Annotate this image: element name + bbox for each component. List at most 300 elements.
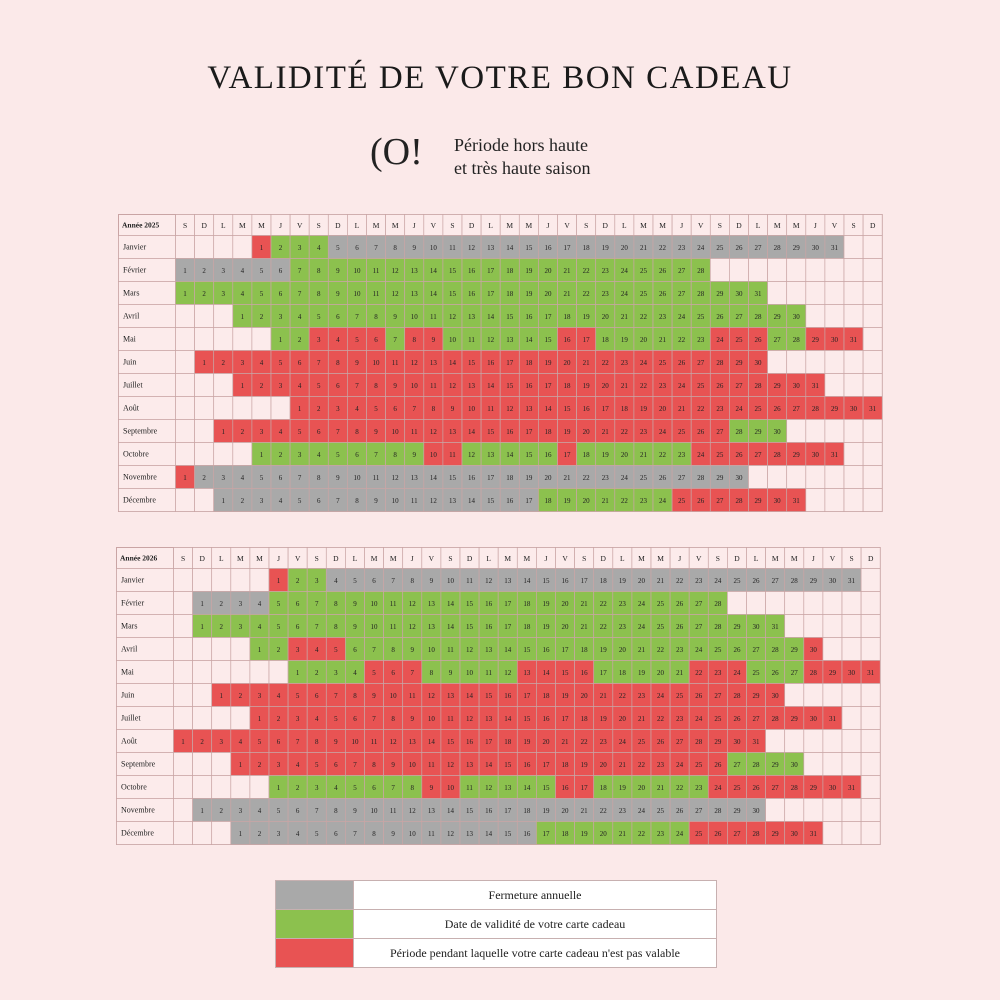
day-number: 4 (278, 428, 283, 436)
day-number: 19 (542, 807, 550, 815)
day-number: 9 (353, 807, 357, 815)
day-number: 30 (848, 669, 856, 677)
day-number: 27 (790, 669, 798, 677)
day-number: 25 (735, 336, 743, 344)
day-number: 17 (544, 382, 552, 390)
day-number: 1 (257, 715, 262, 723)
day-number: 18 (618, 669, 626, 677)
day-number: 5 (276, 623, 281, 631)
day-number: 19 (601, 244, 609, 252)
day-cell (193, 684, 212, 707)
day-number: 27 (716, 497, 724, 505)
month-label: Juin (121, 690, 135, 700)
legend-label-closure: Fermeture annuelle (354, 881, 716, 909)
day-number: 15 (448, 290, 456, 298)
day-cell (823, 799, 842, 822)
day-header: S (182, 221, 188, 230)
day-number: 6 (295, 807, 300, 815)
day-number: 31 (828, 715, 836, 723)
day-number: 14 (446, 807, 454, 815)
day-number: 22 (601, 359, 609, 367)
day-number: 14 (446, 600, 454, 608)
day-number: 30 (735, 474, 743, 482)
day-number: 18 (523, 600, 531, 608)
day-number: 3 (295, 715, 300, 723)
day-number: 28 (714, 623, 722, 631)
day-number: 12 (504, 669, 512, 677)
day-number: 24 (637, 600, 645, 608)
day-number: 3 (297, 244, 302, 252)
day-number: 29 (735, 359, 743, 367)
day-number: 15 (468, 359, 476, 367)
day-number: 19 (618, 784, 626, 792)
day-number: 8 (391, 646, 395, 654)
day-cell (825, 351, 844, 374)
day-number: 10 (353, 474, 361, 482)
day-header: V (564, 221, 570, 230)
day-number: 19 (525, 290, 533, 298)
day-number: 22 (659, 244, 667, 252)
day-cell (825, 259, 844, 282)
day-number: 6 (391, 669, 395, 677)
day-number: 4 (355, 405, 359, 413)
day-cell (252, 397, 271, 420)
day-number: 8 (393, 244, 397, 252)
day-number: 29 (830, 405, 838, 413)
day-number: 6 (372, 784, 376, 792)
day-header: M (523, 554, 531, 563)
day-number: 26 (659, 474, 667, 482)
day-number: 11 (429, 382, 437, 390)
day-number: 16 (542, 715, 550, 723)
day-header: S (316, 221, 321, 230)
day-number: 18 (504, 738, 512, 746)
day-number: 20 (601, 313, 609, 321)
day-cell (174, 569, 193, 592)
day-number: 21 (580, 807, 588, 815)
day-number: 8 (393, 451, 397, 459)
day-number: 7 (374, 451, 378, 459)
day-number: 6 (336, 382, 340, 390)
legend-swatch-green (276, 910, 354, 938)
day-number: 10 (466, 669, 474, 677)
day-number: 29 (809, 577, 817, 585)
day-number: 25 (678, 428, 686, 436)
month-label: Août (121, 736, 137, 746)
day-header: J (544, 554, 548, 563)
day-number: 14 (487, 313, 495, 321)
day-number: 13 (504, 577, 512, 585)
day-number: 18 (582, 244, 590, 252)
day-number: 18 (580, 646, 588, 654)
day-number: 23 (620, 359, 628, 367)
day-number: 30 (733, 738, 741, 746)
day-number: 8 (334, 623, 338, 631)
day-number: 5 (315, 761, 319, 769)
day-cell (806, 351, 825, 374)
day-cell (861, 730, 880, 753)
day-number: 17 (582, 336, 590, 344)
day-number: 21 (637, 715, 645, 723)
day-number: 7 (355, 382, 359, 390)
day-number: 12 (485, 577, 493, 585)
day-number: 9 (448, 669, 453, 677)
day-cell (193, 822, 212, 845)
day-number: 8 (372, 761, 376, 769)
day-number: 14 (544, 405, 552, 413)
day-number: 17 (485, 738, 493, 746)
day-number: 7 (374, 244, 378, 252)
day-number: 17 (542, 761, 550, 769)
day-number: 30 (790, 830, 798, 838)
day-number: 2 (221, 359, 225, 367)
day-number: 10 (410, 382, 418, 390)
day-number: 15 (448, 267, 456, 275)
day-number: 26 (676, 623, 684, 631)
day-number: 7 (297, 267, 302, 275)
day-cell (214, 305, 233, 328)
day-cell (825, 305, 844, 328)
day-number: 23 (659, 313, 667, 321)
day-cell (825, 466, 844, 489)
legend-row-invalid (276, 939, 716, 967)
day-number: 8 (355, 428, 359, 436)
day-number: 31 (771, 623, 779, 631)
day-number: 4 (240, 267, 245, 275)
day-cell (806, 489, 825, 512)
day-header: D (602, 221, 608, 230)
day-number: 23 (639, 497, 647, 505)
day-header: S (849, 554, 854, 563)
legend-swatch-red (276, 939, 354, 967)
day-number: 10 (468, 405, 476, 413)
day-number: 29 (754, 497, 762, 505)
day-number: 14 (523, 784, 531, 792)
day-number: 28 (716, 359, 724, 367)
day-number: 2 (257, 830, 262, 838)
day-number: 15 (485, 692, 493, 700)
day-number: 7 (353, 830, 357, 838)
day-cell (214, 374, 233, 397)
day-number: 28 (733, 692, 741, 700)
day-number: 14 (466, 692, 474, 700)
day-number: 26 (676, 807, 684, 815)
day-number: 17 (599, 669, 607, 677)
day-cell (785, 684, 804, 707)
day-cell (844, 259, 863, 282)
day-number: 13 (468, 382, 476, 390)
day-number: 6 (317, 428, 321, 436)
day-header: M (790, 554, 798, 563)
day-number: 3 (276, 830, 281, 838)
day-cell (825, 420, 844, 443)
day-number: 3 (317, 336, 321, 344)
day-number: 10 (391, 428, 399, 436)
day-number: 7 (336, 497, 340, 505)
day-cell (787, 351, 806, 374)
day-number: 24 (637, 623, 645, 631)
day-cell (193, 707, 212, 730)
day-number: 12 (487, 336, 495, 344)
day-number: 24 (716, 336, 724, 344)
day-number: 3 (295, 646, 300, 654)
day-cell (844, 443, 863, 466)
month-label: Juillet (123, 380, 143, 390)
day-number: 28 (811, 405, 819, 413)
day-cell (806, 466, 825, 489)
day-number: 7 (412, 405, 416, 413)
day-cell (787, 259, 806, 282)
day-number: 24 (695, 646, 703, 654)
day-number: 12 (408, 623, 416, 631)
day-number: 18 (561, 761, 569, 769)
day-number: 28 (697, 290, 705, 298)
day-number: 15 (504, 830, 512, 838)
day-number: 9 (372, 692, 376, 700)
day-number: 13 (410, 267, 418, 275)
day-number: 14 (506, 244, 514, 252)
day-cell (804, 615, 823, 638)
day-number: 15 (542, 577, 550, 585)
day-number: 11 (389, 807, 397, 815)
day-number: 12 (389, 738, 397, 746)
day-number: 4 (257, 600, 262, 608)
day-number: 21 (657, 577, 665, 585)
day-number: 24 (659, 428, 667, 436)
day-header: D (468, 221, 475, 230)
day-cell (233, 443, 252, 466)
day-header: J (277, 554, 281, 563)
day-cell (195, 305, 214, 328)
day-number: 27 (716, 428, 724, 436)
day-number: 16 (561, 784, 569, 792)
day-number: 9 (355, 359, 359, 367)
day-number: 31 (867, 669, 875, 677)
month-label: Mai (121, 667, 134, 677)
day-number: 11 (449, 244, 456, 252)
day-number: 11 (447, 715, 454, 723)
day-number: 22 (582, 474, 590, 482)
day-number: 11 (487, 405, 495, 413)
day-number: 26 (771, 669, 779, 677)
day-cell (842, 730, 861, 753)
day-number: 22 (620, 497, 628, 505)
day-number: 15 (544, 336, 552, 344)
day-number: 23 (599, 738, 607, 746)
day-number: 8 (355, 497, 359, 505)
day-number: 31 (869, 405, 877, 413)
day-number: 19 (639, 405, 647, 413)
day-number: 18 (542, 692, 550, 700)
month-label: Avril (123, 311, 140, 321)
day-number: 3 (315, 784, 319, 792)
day-cell (174, 822, 193, 845)
day-number: 26 (659, 267, 667, 275)
day-number: 18 (506, 290, 514, 298)
day-cell (863, 351, 882, 374)
day-number: 7 (353, 761, 357, 769)
day-number: 2 (219, 623, 223, 631)
day-number: 17 (601, 405, 609, 413)
day-number: 20 (639, 336, 647, 344)
day-number: 4 (297, 313, 302, 321)
day-cell (729, 259, 748, 282)
day-header: L (753, 554, 759, 563)
day-number: 25 (676, 692, 684, 700)
day-number: 23 (697, 336, 705, 344)
day-number: 23 (676, 646, 684, 654)
day-number: 19 (582, 382, 590, 390)
day-number: 27 (695, 807, 703, 815)
day-number: 6 (334, 761, 338, 769)
day-number: 19 (599, 646, 607, 654)
day-cell (804, 684, 823, 707)
day-cell (231, 661, 250, 684)
day-number: 10 (372, 359, 380, 367)
day-number: 25 (716, 451, 724, 459)
day-number: 20 (599, 830, 607, 838)
day-number: 4 (334, 784, 338, 792)
day-header: L (620, 554, 625, 563)
day-number: 28 (773, 244, 781, 252)
day-number: 15 (525, 451, 533, 459)
day-number: 1 (219, 692, 223, 700)
day-cell (193, 569, 212, 592)
day-number: 10 (410, 313, 418, 321)
day-number: 20 (659, 405, 667, 413)
day-cell (842, 615, 861, 638)
day-number: 16 (485, 600, 493, 608)
day-cell (195, 236, 214, 259)
day-number: 22 (637, 761, 645, 769)
day-cell (785, 799, 804, 822)
day-header: L (622, 221, 627, 230)
day-number: 4 (317, 244, 321, 252)
day-number: 5 (295, 692, 300, 700)
day-number: 20 (618, 715, 626, 723)
month-label: Décembre (121, 828, 154, 838)
day-header: M (792, 221, 800, 230)
day-number: 27 (697, 359, 705, 367)
day-number: 17 (504, 807, 512, 815)
day-number: 20 (561, 623, 569, 631)
day-number: 30 (735, 290, 743, 298)
month-label: Août (123, 403, 139, 413)
day-number: 12 (429, 497, 437, 505)
day-number: 15 (506, 382, 514, 390)
day-number: 16 (544, 244, 552, 252)
day-number: 1 (221, 428, 225, 436)
month-label: Janvier (121, 575, 145, 585)
day-number: 28 (771, 715, 779, 723)
day-number: 12 (468, 451, 476, 459)
day-header: D (199, 554, 205, 563)
day-number: 11 (427, 830, 435, 838)
legend-label-valid: Date de validité de votre carte cadeau (354, 910, 716, 938)
day-cell (231, 638, 250, 661)
day-number: 19 (582, 313, 590, 321)
day-number: 25 (657, 807, 665, 815)
day-number: 13 (485, 646, 493, 654)
day-cell (861, 776, 880, 799)
day-number: 8 (336, 359, 340, 367)
year-label: Année 2026 (120, 553, 158, 563)
day-number: 28 (754, 313, 762, 321)
day-cell (861, 592, 880, 615)
day-cell (174, 592, 193, 615)
day-number: 2 (317, 405, 321, 413)
day-number: 28 (714, 600, 722, 608)
day-number: 14 (448, 359, 456, 367)
day-number: 7 (391, 784, 395, 792)
day-cell (861, 707, 880, 730)
day-cell (214, 236, 233, 259)
day-number: 15 (506, 313, 514, 321)
day-cell (250, 776, 269, 799)
day-number: 9 (410, 646, 414, 654)
day-header: J (279, 221, 283, 230)
day-number: 26 (695, 692, 703, 700)
day-number: 21 (563, 474, 571, 482)
day-header: M (638, 554, 645, 563)
day-header: M (525, 221, 533, 230)
day-cell (844, 466, 863, 489)
day-number: 24 (697, 244, 705, 252)
day-cell (174, 638, 193, 661)
day-number: 6 (297, 359, 302, 367)
day-number: 27 (752, 715, 760, 723)
day-number: 13 (410, 290, 418, 298)
day-cell (825, 489, 844, 512)
day-number: 27 (735, 313, 743, 321)
day-cell (195, 489, 214, 512)
day-number: 4 (334, 577, 338, 585)
day-header: D (736, 221, 742, 230)
day-cell (863, 236, 882, 259)
day-number: 9 (429, 784, 434, 792)
month-label: Octobre (123, 449, 149, 459)
day-number: 23 (678, 244, 686, 252)
day-number: 27 (676, 738, 684, 746)
day-number: 26 (697, 497, 705, 505)
day-header: D (201, 221, 207, 230)
day-number: 20 (544, 474, 552, 482)
day-number: 19 (542, 600, 550, 608)
day-number: 16 (523, 761, 531, 769)
day-number: 15 (466, 600, 474, 608)
day-number: 13 (448, 428, 456, 436)
day-number: 10 (351, 738, 359, 746)
day-cell (176, 305, 195, 328)
day-number: 24 (639, 359, 647, 367)
day-number: 16 (544, 451, 552, 459)
day-number: 17 (487, 290, 495, 298)
month-label: Avril (121, 644, 138, 654)
day-number: 23 (601, 474, 609, 482)
day-number: 11 (372, 290, 380, 298)
day-number: 11 (447, 646, 454, 654)
day-number: 17 (523, 692, 531, 700)
day-number: 20 (620, 244, 628, 252)
day-number: 27 (678, 290, 686, 298)
day-number: 21 (561, 738, 569, 746)
day-number: 6 (317, 497, 321, 505)
day-header: M (389, 554, 397, 563)
day-number: 6 (278, 474, 283, 482)
day-number: 5 (259, 267, 264, 275)
day-number: 12 (408, 600, 416, 608)
day-number: 20 (544, 267, 552, 275)
